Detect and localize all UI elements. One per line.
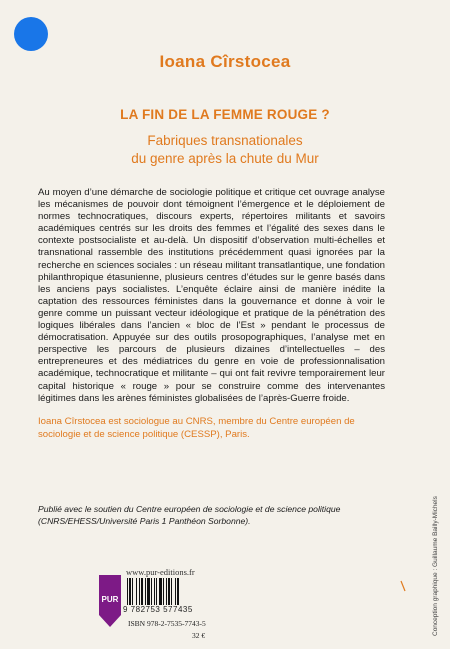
barcode-bar bbox=[145, 578, 146, 605]
barcode-bar bbox=[136, 578, 137, 605]
subtitle-line-2: du genre après la chute du Mur bbox=[131, 151, 319, 166]
barcode-bar bbox=[175, 578, 176, 605]
barcode-bar bbox=[154, 578, 155, 605]
barcode-bar bbox=[177, 578, 179, 605]
author-bio: Ioana Cîrstocea est sociologue au CNRS, membre du Centre européen de sociologie et de science politique (CESSP), Paris. bbox=[38, 416, 355, 440]
barcode-bar bbox=[156, 578, 157, 605]
price: 32 € bbox=[192, 631, 206, 640]
barcode-bar bbox=[168, 578, 170, 605]
tick-mark-icon bbox=[400, 580, 408, 592]
barcode-bar bbox=[147, 578, 150, 605]
barcode-bar bbox=[159, 578, 162, 605]
isbn-number: ISBN 978-2-7535-7743-5 bbox=[128, 619, 206, 628]
book-title: LA FIN DE LA FEMME ROUGE ? bbox=[120, 107, 330, 122]
author-name: Ioana Cîrstocea bbox=[159, 52, 291, 71]
book-subtitle bbox=[0, 132, 450, 168]
barcode-bar bbox=[127, 578, 128, 605]
pur-logo-text: PUR bbox=[101, 595, 119, 604]
barcode-bar bbox=[129, 578, 131, 605]
blue-circle-marker bbox=[14, 17, 48, 51]
blurb-paragraph: Au moyen d’une démarche de sociologie politique et critique cet ouvrage analyse les mécanismes de pouvoir dont témoignent l’émergence et le déploiement de normes technocratiques, discours experts, répertoires militants et savoirs académiques centrés sur les droits des femmes et l’égalité des sexes dans le contexte postsocialiste et au-delà. Un dispositif d’observation multi-échelles et transnational rassemble des institutions précédemment quasi ignorées par la recherche en sciences sociales : un réseau militant transatlantique, une fondation philanthropique étasunienne, plusieurs centres d’études sur le genre basés dans les anciens pays socialistes. L’enquête éclaire ainsi de manière inédite la captation des ressources féministes dans la gouvernance et donne à voir le genre comme un puissant vecteur idéologique et pratique de la pénétration des logiques libérales dans l’ancien « bloc de l’Est » pendant le processus de démocratisation. Appuyée sur des outils prosopographiques, l’analyse met en perspective les parcours de plusieurs dizaines d’intellectuelles – des entrepreneures et des médiatrices du genre en voie de professionnalisation académique, technocratique et militante – qui ont fait revivre temporairement leur capital historique « rouge » pour se construire comme des intervenantes légitimes dans les arènes féministes globalisées de l’après-Guerre froide. bbox=[38, 187, 385, 404]
publication-support-note: Publié avec le soutien du Centre européen de sociologie et de science politique (CNRS/EHESS/Université Paris 1 Panthéon Sorbonne). bbox=[38, 504, 341, 526]
barcode-digits: 9 782753 577435 bbox=[123, 605, 193, 614]
pur-logo-icon bbox=[99, 575, 121, 627]
publisher-url: www.pur-editions.fr bbox=[126, 567, 195, 577]
barcode-bar bbox=[139, 578, 140, 605]
barcode-bar bbox=[141, 578, 143, 605]
barcode-bar bbox=[171, 578, 172, 605]
design-credit: Conception graphique : Guillaume Bailly-Michels bbox=[432, 496, 439, 636]
barcode-bar bbox=[151, 578, 152, 605]
barcode-bar bbox=[132, 578, 133, 605]
subtitle-line-1: Fabriques transnationales bbox=[147, 133, 303, 148]
barcode-bar bbox=[163, 578, 164, 605]
barcode-icon bbox=[126, 578, 206, 608]
barcode-bar bbox=[166, 578, 167, 605]
